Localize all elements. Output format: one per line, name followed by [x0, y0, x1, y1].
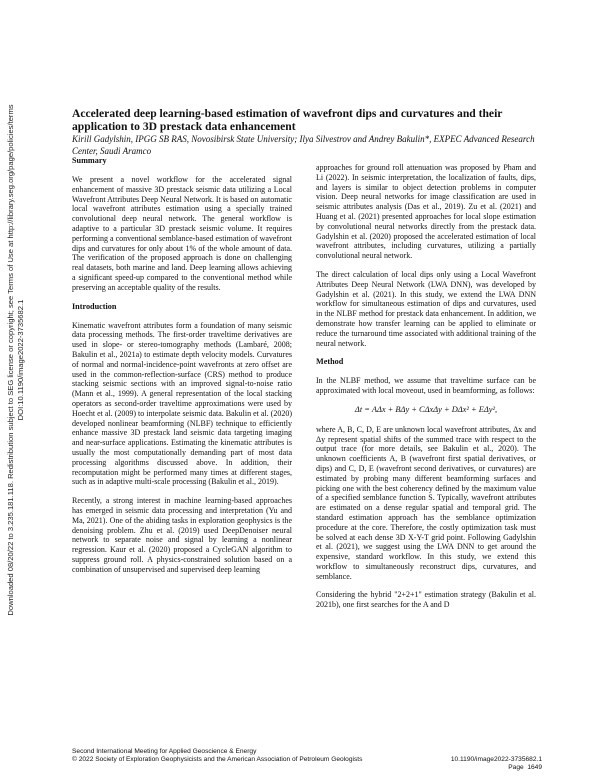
copyright-notice: © 2022 Society of Exploration Geophysicists and the American Association of Petroleum Geologists: [72, 756, 363, 763]
download-notice: [6, 60, 28, 660]
page-label: Page: [508, 764, 524, 771]
introduction-paragraph-4: The direct calculation of local dips only using a Local Wavefront Attributes Deep Neural Network (LWA DNN), was developed by Gadylshin et al. (2021). In this study, we extend the LWA DNN workflow for simultaneous estimation of dips and curvatures, used in the NLBF method for prestack data enhancement. In addition, we demonstrate how transfer learning can be applied to eliminate or reduce the turnaround time associated with additional training of the neural network.: [316, 269, 536, 348]
left-column: [72, 156, 292, 583]
introduction-paragraph-3: approaches for ground roll attenuation was proposed by Pham and Li (2022). In seismic interpretation, the localization of faults, dips, and layers is similar to object detection problems in computer vision. Deep neural networks for image classification are used in seismic attributes analysis (Das et al., 2019). Zu et al. (2021) and Huang et al. (2021) presented approaches for local slope estimation by convolutional neural networks directly from the prestack data. Gadylshin et al. (2020) proposed the accelerated estimation of local wavefront attributes, including curvatures, utilizing a partially convolutional neural network.: [316, 163, 536, 261]
introduction-paragraph-2: Recently, a strong interest in machine learning-based approaches has emerged in seismic data processing and interpretation (Yu and Ma, 2021). One of the abiding tasks in exploration geophysics is the denoising problem. Zhu et al. (2019) used DeepDenoiser neural network to separate noise and signal by learning a nonlinear regression. Kaur et al. (2020) proposed a CycleGAN algorithm to suppress ground roll. A physics-constrained solution based on a combination of unsupervised and supervised deep learning: [72, 496, 292, 574]
footer-doi: 10.1190/image2022-3735682.1: [450, 756, 542, 763]
paper-header: [72, 107, 542, 157]
summary-paragraph: We present a novel workflow for the accelerated signal enhancement of massive 3D prestack seismic data utilizing a Local Wavefront Attributes Deep Neural Network. It is based on automatic local wavefront attributes estimation using a specially trained convolutional deep neural network. The general workflow is adaptive to a particular 3D prestack seismic volume. It requires performing a conventional semblance-based estimation of wavefront dips and curvatures for only about 1% of the whole amount of data. The verification of the proposed approach is done on challenging real datasets, both marine and land. Deep learning allows achieving a significant speed-up compared to the conventional method while preserving an acceptable quality of the results.: [72, 175, 292, 292]
introduction-paragraph-1: Kinematic wavefront attributes form a foundation of many seismic data processing methods. The first-order traveltime derivatives are used in slope- or stereo-tomography methods (Lambaré, 2008; Bakulin et al., 2021a) to estimate depth velocity models. Curvatures of normal and normal-incidence-point wavefronts at zero offset are used in the common-reflection-surface (CRS) method to produce stacking seismic sections with an improved signal-to-noise ratio (Mann et al., 1999). A general representation of the local stacking operators as second-order traveltime approximations were used by Hoecht et al. (2009) to interpolate seismic data. Bakulin et al. (2020) developed nonlinear beamforming (NLBF) technique to efficiently enhance massive 3D prestack land seismic data targeting imaging and near-surface applications. Estimating the kinematic attributes is usually the most computationally demanding part of most data processing algorithms discussed above. In addition, their recomputation might be performed many times at different stages, such as in adaptive multi-scale processing (Bakulin et al., 2019).: [72, 320, 292, 487]
introduction-heading: Introduction: [72, 301, 117, 311]
method-heading: Method: [316, 357, 344, 367]
method-paragraph-2: where A, B, C, D, E are unknown local wavefront attributes, Δx and Δy represent spatial shifts of the summed trace with respect to the output trace (for more details, see Bakulin et al., 2020). The unknown coefficients A, B (wavefront first spatial derivatives, or dips) and C, D, E (wavefront second derivatives, or curvatures) are estimated by probing many different beamforming surfaces and picking one with the best coherency defined by the maximum value of a specified semblance function S. Typically, wavefront attributes are estimated on a dense regular spatial and temporal grid. The standard estimation approach has the semblance optimization procedure at the core. Therefore, the costly optimization task must be solved at each dense 3D X-Y-T grid point. Following Gadylshin et al. (2021), we suggest using the LWA DNN to get around the expensive, standard workflow. In this study, we extend this workflow to simultaneously reconstruct dips, curvatures, and semblance.: [316, 424, 536, 581]
download-notice-line1: Downloaded 08/20/22 to 3.235.181.118. Redistribution subject to SEG license or copyright; see Terms of Use at http://library.seg.org/page/policies/terms: [6, 104, 15, 616]
paper-title: Accelerated deep learning-based estimation of wavefront dips and curvatures and their application to 3D prestack data enhancement: [72, 107, 503, 133]
method-paragraph-1: In the NLBF method, we assume that traveltime surface can be approximated with local moveout, used in beamforming, as follows:: [316, 376, 536, 396]
method-paragraph-3: Considering the hybrid "2+2+1" estimation strategy (Bakulin et al. 2021b), one first searches for the A and D: [316, 590, 536, 610]
page-number: 1649: [527, 764, 542, 771]
download-notice-doi: DOI:10.1190/image2022-3735682.1: [16, 299, 25, 421]
moveout-equation: Δt = AΔx + BΔy + CΔxΔy + DΔx² + EΔy²,: [354, 404, 498, 414]
page-footer: [72, 748, 542, 772]
summary-heading: Summary: [72, 156, 107, 165]
conference-name: Second International Meeting for Applied Geoscience & Energy: [72, 748, 257, 755]
right-column: [316, 163, 536, 619]
author-list: Kirill Gadylshin, IPGG SB RAS, Novosibirsk State University; Ilya Silvestrov and Andrey Bakulin*, EXPEC Advanced Research Center, Saudi Aramco: [72, 134, 535, 156]
